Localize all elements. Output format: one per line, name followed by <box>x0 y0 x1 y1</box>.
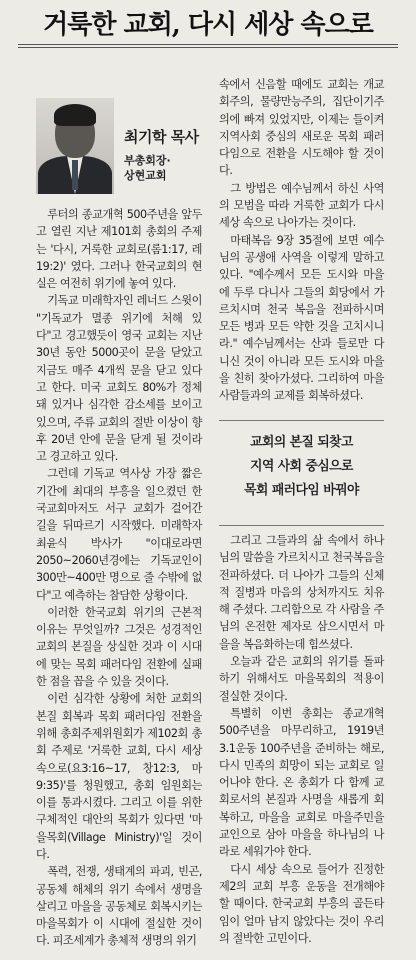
paragraph: 폭력, 전쟁, 생태계의 파괴, 빈곤, 공동체 해체의 위기 속에서 생명을 살리고 마을을 공동체로 회복시키는 마을목회가 이 시대에 절실한 것이다. 피조세계가 총체적 생명의 위기 <box>36 865 202 948</box>
paragraph: 속에서 신음할 때에도 교회는 개교회주의, 물량만능주의, 집단이기주의에 빠져 있었지만, 이제는 들이켜 지역사회 중심의 새로운 목회 패러다임으로 전환을 시도해야 할 것이다. <box>219 78 384 178</box>
pullquote-line: 목회 패러다임 바꿔야 <box>244 483 359 498</box>
right-column-top <box>219 76 384 405</box>
pullquote-line: 지역 사회 중심으로 <box>250 459 353 474</box>
left-column <box>36 206 202 950</box>
author-role-title: 부총회장· <box>124 154 171 167</box>
headline-rule-top <box>18 44 398 45</box>
paragraph: 특별히 이번 총회는 종교개혁 500주년을 마무리하고, 1919년 3.1운동 100주년을 준비하는 해로, 다시 민족의 희망이 되는 교회로 일어나야 한다. 온 총회가 다 함께 교회로서의 본질과 사명을 새롭게 회복하고, 마을을 교회로 마을주민을 교인으로 삼아 마을을 하나님의 나라로 세워가야 한다. <box>219 706 384 859</box>
right-column-bottom <box>219 532 384 947</box>
pullquote-line: 교회의 본질 되찾고 <box>250 435 353 450</box>
paragraph: 그리고 그들과의 삶 속에서 하나님의 말씀을 가르치시고 천국복음을 전파하셨다. 더 나아가 그들의 신체적 질병과 마음의 상처까지도 치유해 주셨다. 그리함으로 각 사람을 주님의 온전한 제자로 삼으시면서 마을을 복음화하는데 힘쓰셨다. <box>219 534 384 651</box>
paragraph: 기독교 미래학자인 레너드 스윗이 "기독교가 멸종 위기에 처해 있다"고 경고했듯이 영국 교회는 지난 30년 동안 5000곳이 문을 닫았고 지금도 매주 4개씩 문을 닫고 있다고 한다. 미국 교회도 80%가 정체돼 있거나 심각한 감소세를 보이고 있으며, 주류 교회의 절반 이상이 향후 20년 안에 문을 닫게 될 것이라고 경고하고 있다. <box>36 294 202 464</box>
author-name: 최기학 목사 <box>124 128 199 146</box>
pullquote-box <box>219 420 384 526</box>
paragraph: 이런 심각한 상황에 처한 교회의 본질 회복과 목회 패러다임 전환을 위해 총회주제위원회가 제102회 총회 주제로 '거룩한 교회, 다시 세상 속으로(요3:16~17, 창12:3, 마9:35)'를 청원했고, 총회 임원회는 이를 통과시켰다. 그리고 이를 위한 구체적인 대안의 목회가 있다면 '마을목회(Village Ministry)'일 것이다. <box>36 692 202 861</box>
paragraph: 그런데 기독교 역사상 가장 짧은 기간에 최대의 부흥을 일으켰던 한국교회마저도 서구 교회가 걸어간 길을 뒤따르기 시작했다. 미래학자 최윤식 박사가 "이대로라면 2050~2060년경에는 기독교인이 300만~400만 명으로 줄 수밖에 없다"고 예측하는 참담한 상황이다. <box>36 467 202 602</box>
paragraph: 마태복음 9장 35절에 보면 예수님의 공생애 사역을 이렇게 말하고 있다. "예수께서 모든 도시와 마을에 두루 다니사 그들의 회당에서 가르치시며 천국 복음을 전파하시며 모든 병과 모든 약한 것을 고치시니라." 예수님께서는 산과 들로만 다니신 것이 아니라 모든 도시와 마을을 친히 찾아가셨다. 그리하여 마을 사람들과의 교제를 회복하셨다. <box>219 233 384 403</box>
paragraph: 다시 세상 속으로 들어가 진정한 제2의 교회 부흥 운동을 전개해야 할 때이다. 한국교회 부흥의 골든타임이 얼마 남지 않았다는 것이 우리의 절박한 고민이다. <box>219 862 384 945</box>
paragraph: 그 방법은 예수님께서 하신 사역의 모범을 따라 거룩한 교회가 다시 세상 속으로 나아가는 것이다. <box>219 181 384 230</box>
paragraph: 오늘과 같은 교회의 위기를 돌파하기 위해서도 마을목회의 적용이 절실한 것이다. <box>219 655 384 703</box>
headline: 거룩한 교회, 다시 세상 속으로 <box>43 10 373 40</box>
author-photo <box>36 98 114 194</box>
author-byline <box>124 126 199 183</box>
headline-rule-bottom <box>18 47 398 48</box>
paragraph: 이러한 한국교회 위기의 근본적 이유는 무엇일까? 그것은 성경적인 교회의 본질을 상실한 것과 이 시대에 맞는 목회 패러다임 전환에 실패한 점을 꼽을 수 있을 것이다. <box>36 605 202 689</box>
author-church: 상현교회 <box>124 169 167 182</box>
paragraph: 루터의 종교개혁 500주년을 앞두고 열린 지난 제101회 총회의 주제는 '다시, 거룩한 교회로(롬1:17, 레19:2)' 였다. 그러나 한국교회의 현실은 여전히 위기에 놓여 있다. <box>36 208 202 291</box>
author-role <box>124 153 199 183</box>
